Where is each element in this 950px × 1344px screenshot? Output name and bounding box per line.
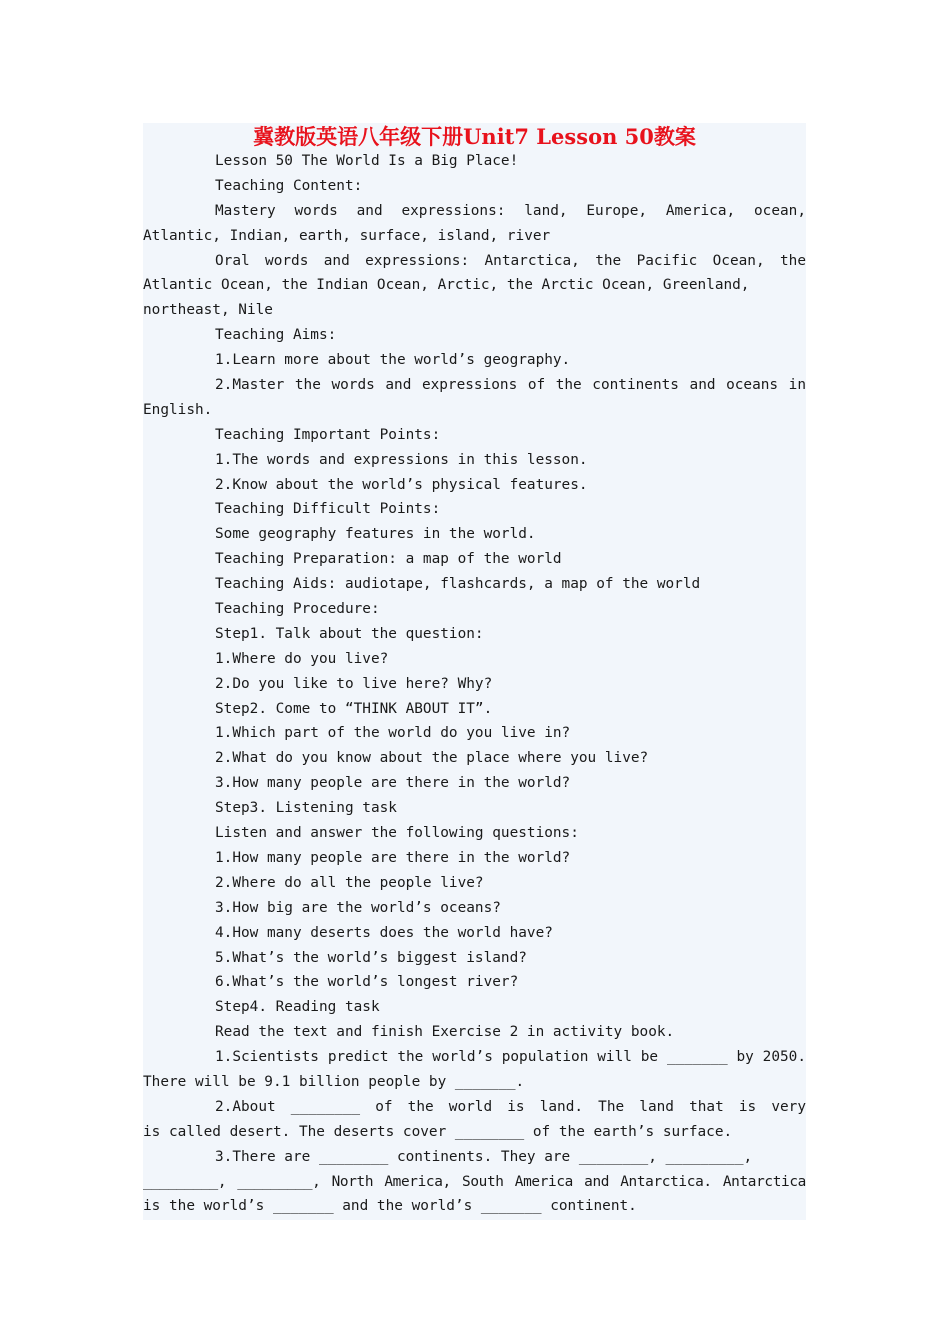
- text-line: 3.How many people are there in the world?: [215, 775, 571, 792]
- text-line: 1.Which part of the world do you live in?: [215, 725, 571, 742]
- document-body: [143, 149, 806, 1219]
- text-line: English.: [143, 401, 213, 418]
- text-line: northeast, Nile: [143, 302, 273, 319]
- text-line: 2.Do you like to live here? Why?: [215, 675, 493, 692]
- text-line: Atlantic Ocean, the Indian Ocean, Arctic, the Arctic Ocean, Greenland,: [143, 277, 750, 294]
- text-line: 3.How big are the world’s oceans?: [215, 899, 501, 916]
- text-line: 3.There are ________ continents. They are ________, _________,: [215, 1148, 753, 1165]
- text-line: Teaching Difficult Points:: [215, 501, 441, 518]
- text-line: Teaching Preparation: a map of the world: [215, 551, 562, 568]
- text-line: 1.Learn more about the world’s geography.: [215, 352, 571, 369]
- text-line: _________, _________, North America, South America and Antarctica. Antarctica: [143, 1173, 806, 1190]
- text-line: Teaching Procedure:: [215, 601, 380, 618]
- document-title: 冀教版英语八年级下册Unit7 Lesson 50教案: [253, 124, 696, 149]
- text-line: Step3. Listening task: [215, 800, 397, 817]
- text-line: Teaching Content:: [215, 177, 363, 194]
- text-line: Step1. Talk about the question:: [215, 625, 484, 642]
- text-line: Mastery words and expressions: land, Europe, America, ocean,: [215, 202, 806, 219]
- text-line: 2.What do you know about the place where you live?: [215, 750, 649, 767]
- document-page: [143, 123, 806, 1220]
- text-line: There will be 9.1 billion people by _______.: [143, 1073, 525, 1090]
- text-line: 1.Scientists predict the world’s population will be _______ by 2050.: [215, 1049, 806, 1066]
- text-line: Lesson 50 The World Is a Big Place!: [215, 153, 519, 169]
- text-line: 1.How many people are there in the world?: [215, 849, 571, 866]
- text-line: 6.What’s the world’s longest river?: [215, 974, 519, 991]
- text-line: Step4. Reading task: [215, 999, 380, 1016]
- text-line: Read the text and finish Exercise 2 in activity book.: [215, 1024, 675, 1041]
- text-line: 5.What’s the world’s biggest island?: [215, 949, 527, 966]
- text-line: Teaching Aims:: [215, 327, 337, 344]
- text-line: Teaching Aids: audiotape, flashcards, a map of the world: [215, 576, 701, 593]
- text-line: 1.The words and expressions in this lesson.: [215, 451, 588, 468]
- text-line: 4.How many deserts does the world have?: [215, 924, 553, 941]
- text-line: 1.Where do you live?: [215, 650, 389, 667]
- text-line: Oral words and expressions: Antarctica, the Pacific Ocean, the: [215, 252, 806, 269]
- text-line: 2.Master the words and expressions of the continents and oceans in: [215, 377, 806, 394]
- text-line: Listen and answer the following questions:: [215, 825, 579, 842]
- text-line: 2.Know about the world’s physical features.: [215, 476, 588, 493]
- text-line: Atlantic, Indian, earth, surface, island, river: [143, 227, 551, 244]
- text-line: 2.About ________ of the world is land. The land that is very: [215, 1098, 806, 1115]
- text-line: Teaching Important Points:: [215, 426, 441, 443]
- text-line: Some geography features in the world.: [215, 526, 536, 543]
- text-line: 2.Where do all the people live?: [215, 874, 484, 891]
- text-line: Step2. Come to “THINK ABOUT IT”.: [215, 700, 493, 717]
- text-line: is the world’s _______ and the world’s _______ continent.: [143, 1198, 637, 1215]
- text-line: is called desert. The deserts cover ________ of the earth’s surface.: [143, 1123, 733, 1140]
